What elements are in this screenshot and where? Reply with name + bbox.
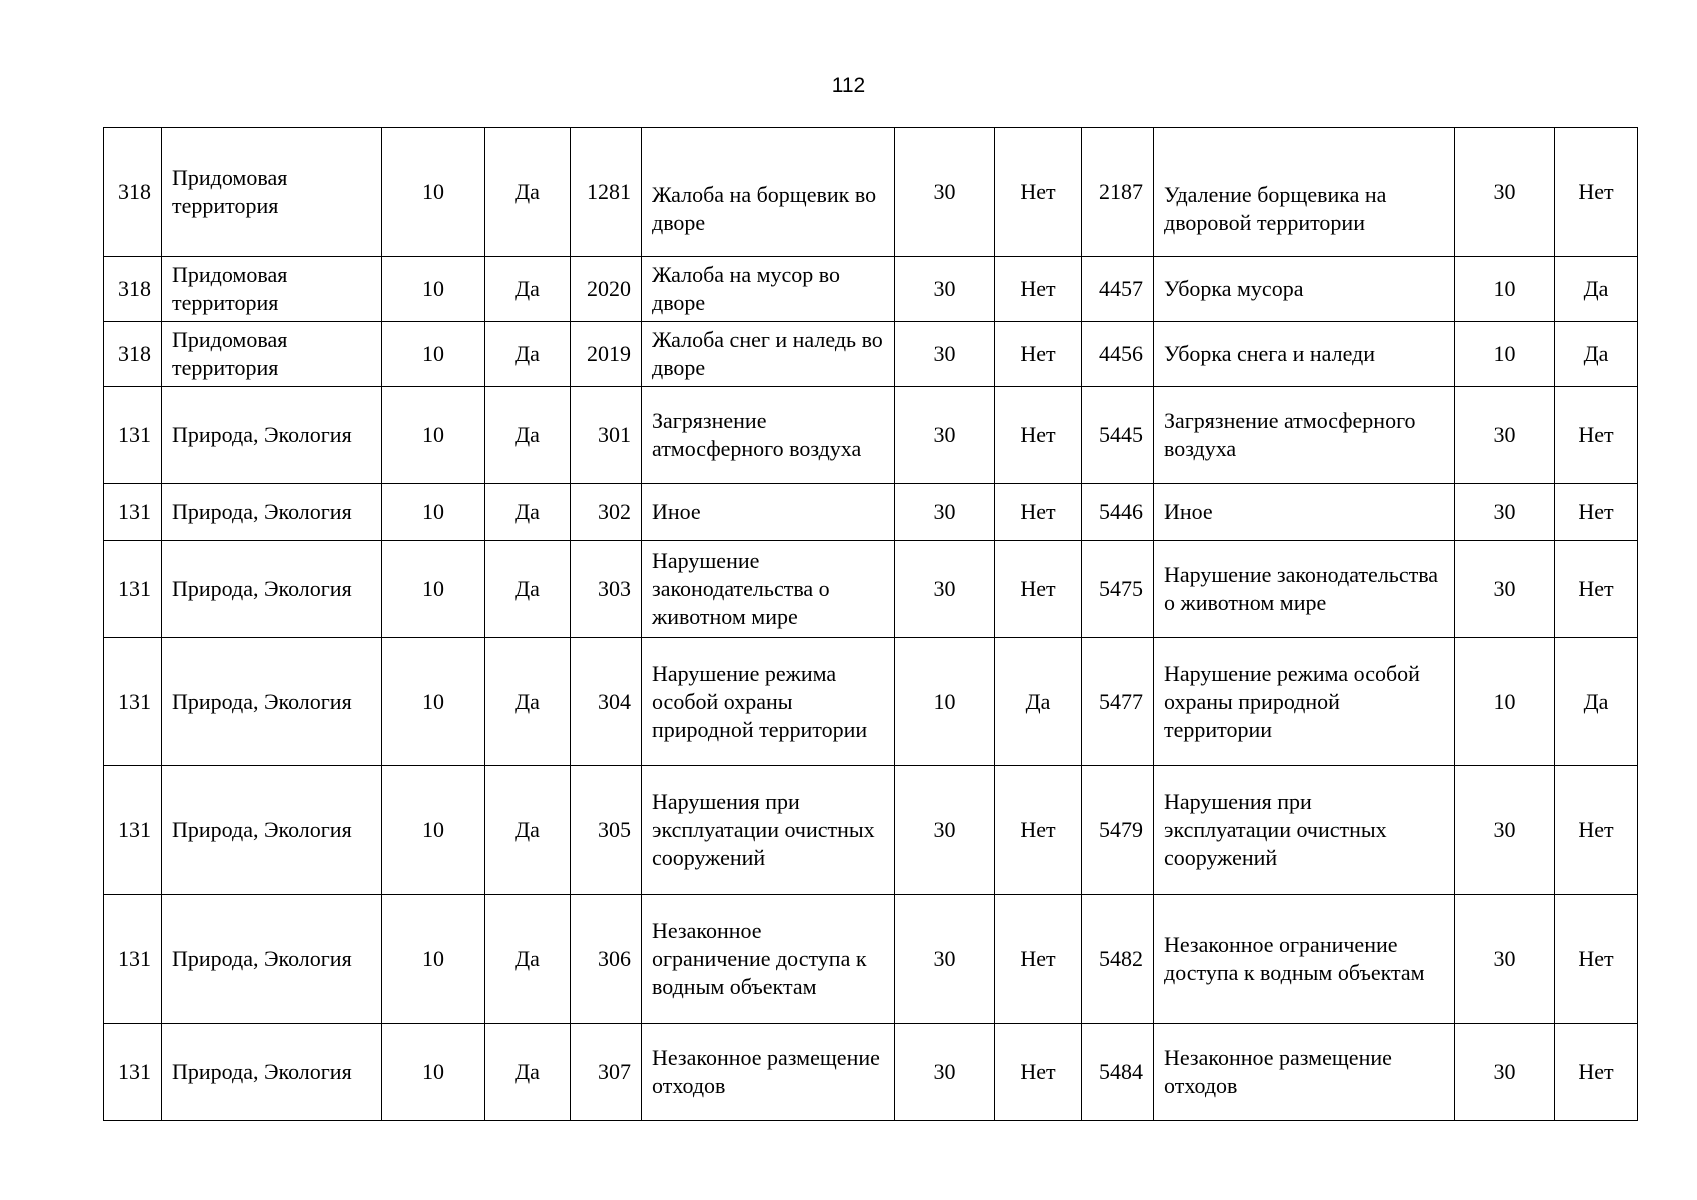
cell-flag1: Да [485, 484, 571, 541]
cell-category: Придомовая территория [162, 322, 382, 387]
cell-desc3: Уборка снега и наледи [1154, 322, 1455, 387]
cell-desc2: Нарушение режима особой охраны природной территории [642, 638, 895, 766]
cell-term2: 30 [895, 895, 995, 1024]
cell-term3: 10 [1455, 638, 1555, 766]
cell-desc3: Нарушение режима особой охраны природной территории [1154, 638, 1455, 766]
cell-code: 131 [104, 766, 162, 895]
cell-desc3: Уборка мусора [1154, 257, 1455, 322]
cell-term2: 30 [895, 484, 995, 541]
cell-term1: 10 [382, 895, 485, 1024]
cell-flag1: Да [485, 322, 571, 387]
cell-category: Природа, Экология [162, 541, 382, 638]
cell-flag2: Да [995, 638, 1082, 766]
cell-category: Природа, Экология [162, 1024, 382, 1121]
cell-category: Природа, Экология [162, 387, 382, 484]
cell-term1: 10 [382, 1024, 485, 1121]
table-row [104, 257, 1638, 322]
cell-flag1: Да [485, 766, 571, 895]
cell-category: Природа, Экология [162, 484, 382, 541]
cell-flag2: Нет [995, 541, 1082, 638]
cell-flag2: Нет [995, 766, 1082, 895]
table-row [104, 1024, 1638, 1121]
cell-flag1: Да [485, 541, 571, 638]
cell-id2: 303 [571, 541, 642, 638]
cell-code: 318 [104, 128, 162, 257]
cell-id3: 5482 [1082, 895, 1154, 1024]
cell-id2: 2020 [571, 257, 642, 322]
cell-code: 131 [104, 541, 162, 638]
cell-desc2: Нарушения при эксплуатации очистных сооружений [642, 766, 895, 895]
cell-id2: 306 [571, 895, 642, 1024]
cell-desc2: Незаконное размещение отходов [642, 1024, 895, 1121]
cell-term1: 10 [382, 257, 485, 322]
table-row [104, 766, 1638, 895]
cell-term1: 10 [382, 766, 485, 895]
cell-code: 318 [104, 257, 162, 322]
cell-flag3: Да [1555, 638, 1638, 766]
cell-id2: 301 [571, 387, 642, 484]
cell-term2: 30 [895, 766, 995, 895]
cell-term3: 30 [1455, 128, 1555, 257]
cell-desc2: Жалоба на мусор во дворе [642, 257, 895, 322]
cell-code: 131 [104, 638, 162, 766]
table-body [104, 128, 1638, 1121]
cell-term3: 10 [1455, 257, 1555, 322]
cell-id3: 4457 [1082, 257, 1154, 322]
cell-term3: 30 [1455, 895, 1555, 1024]
cell-flag3: Нет [1555, 766, 1638, 895]
cell-flag1: Да [485, 895, 571, 1024]
cell-id3: 5477 [1082, 638, 1154, 766]
cell-term1: 10 [382, 128, 485, 257]
cell-term2: 30 [895, 322, 995, 387]
cell-term1: 10 [382, 541, 485, 638]
cell-id2: 302 [571, 484, 642, 541]
cell-term3: 30 [1455, 387, 1555, 484]
cell-desc2: Незаконное ограничение доступа к водным объектам [642, 895, 895, 1024]
cell-category: Природа, Экология [162, 766, 382, 895]
cell-flag1: Да [485, 1024, 571, 1121]
cell-term1: 10 [382, 638, 485, 766]
cell-term3: 30 [1455, 541, 1555, 638]
cell-flag3: Да [1555, 322, 1638, 387]
cell-id3: 5446 [1082, 484, 1154, 541]
cell-term2: 10 [895, 638, 995, 766]
cell-category: Природа, Экология [162, 638, 382, 766]
cell-flag1: Да [485, 387, 571, 484]
cell-flag1: Да [485, 638, 571, 766]
cell-id2: 2019 [571, 322, 642, 387]
cell-category: Природа, Экология [162, 895, 382, 1024]
table-row [104, 322, 1638, 387]
cell-term2: 30 [895, 128, 995, 257]
cell-term2: 30 [895, 1024, 995, 1121]
cell-id3: 2187 [1082, 128, 1154, 257]
cell-category: Придомовая территория [162, 257, 382, 322]
cell-desc3: Незаконное размещение отходов [1154, 1024, 1455, 1121]
cell-code: 131 [104, 387, 162, 484]
cell-flag3: Да [1555, 257, 1638, 322]
table-row [104, 484, 1638, 541]
cell-desc3: Иное [1154, 484, 1455, 541]
cell-flag1: Да [485, 257, 571, 322]
cell-id2: 305 [571, 766, 642, 895]
cell-term1: 10 [382, 387, 485, 484]
table-row [104, 128, 1638, 257]
cell-code: 318 [104, 322, 162, 387]
cell-desc2: Нарушение законодательства о животном мире [642, 541, 895, 638]
cell-flag2: Нет [995, 257, 1082, 322]
cell-flag3: Нет [1555, 484, 1638, 541]
cell-flag2: Нет [995, 387, 1082, 484]
cell-desc3: Нарушения при эксплуатации очистных сооружений [1154, 766, 1455, 895]
cell-term3: 10 [1455, 322, 1555, 387]
cell-flag3: Нет [1555, 387, 1638, 484]
cell-flag2: Нет [995, 322, 1082, 387]
cell-flag3: Нет [1555, 128, 1638, 257]
cell-term2: 30 [895, 541, 995, 638]
cell-desc2: Жалоба на борщевик во дворе [642, 128, 895, 257]
cell-id3: 5479 [1082, 766, 1154, 895]
cell-category: Придомовая территория [162, 128, 382, 257]
cell-flag2: Нет [995, 128, 1082, 257]
cell-id2: 307 [571, 1024, 642, 1121]
cell-flag2: Нет [995, 484, 1082, 541]
cell-term3: 30 [1455, 766, 1555, 895]
cell-flag1: Да [485, 128, 571, 257]
cell-id2: 304 [571, 638, 642, 766]
cell-desc2: Загрязнение атмосферного воздуха [642, 387, 895, 484]
document-table [103, 127, 1638, 1121]
cell-id2: 1281 [571, 128, 642, 257]
cell-flag3: Нет [1555, 541, 1638, 638]
cell-code: 131 [104, 1024, 162, 1121]
cell-flag3: Нет [1555, 1024, 1638, 1121]
cell-flag2: Нет [995, 1024, 1082, 1121]
cell-desc3: Загрязнение атмосферного воздуха [1154, 387, 1455, 484]
cell-id3: 5475 [1082, 541, 1154, 638]
cell-term3: 30 [1455, 1024, 1555, 1121]
cell-desc3: Нарушение законодательства о животном мире [1154, 541, 1455, 638]
cell-desc2: Жалоба снег и наледь во дворе [642, 322, 895, 387]
cell-id3: 5445 [1082, 387, 1154, 484]
table-row [104, 638, 1638, 766]
cell-code: 131 [104, 484, 162, 541]
table-row [104, 387, 1638, 484]
table-row [104, 895, 1638, 1024]
cell-flag2: Нет [995, 895, 1082, 1024]
cell-term2: 30 [895, 387, 995, 484]
page-number: 112 [831, 74, 866, 97]
cell-desc3: Незаконное ограничение доступа к водным объектам [1154, 895, 1455, 1024]
table-row [104, 541, 1638, 638]
cell-desc3: Удаление борщевика на дворовой территории [1154, 128, 1455, 257]
cell-term2: 30 [895, 257, 995, 322]
cell-id3: 4456 [1082, 322, 1154, 387]
cell-id3: 5484 [1082, 1024, 1154, 1121]
cell-term3: 30 [1455, 484, 1555, 541]
cell-desc2: Иное [642, 484, 895, 541]
cell-term1: 10 [382, 484, 485, 541]
cell-flag3: Нет [1555, 895, 1638, 1024]
cell-code: 131 [104, 895, 162, 1024]
cell-term1: 10 [382, 322, 485, 387]
